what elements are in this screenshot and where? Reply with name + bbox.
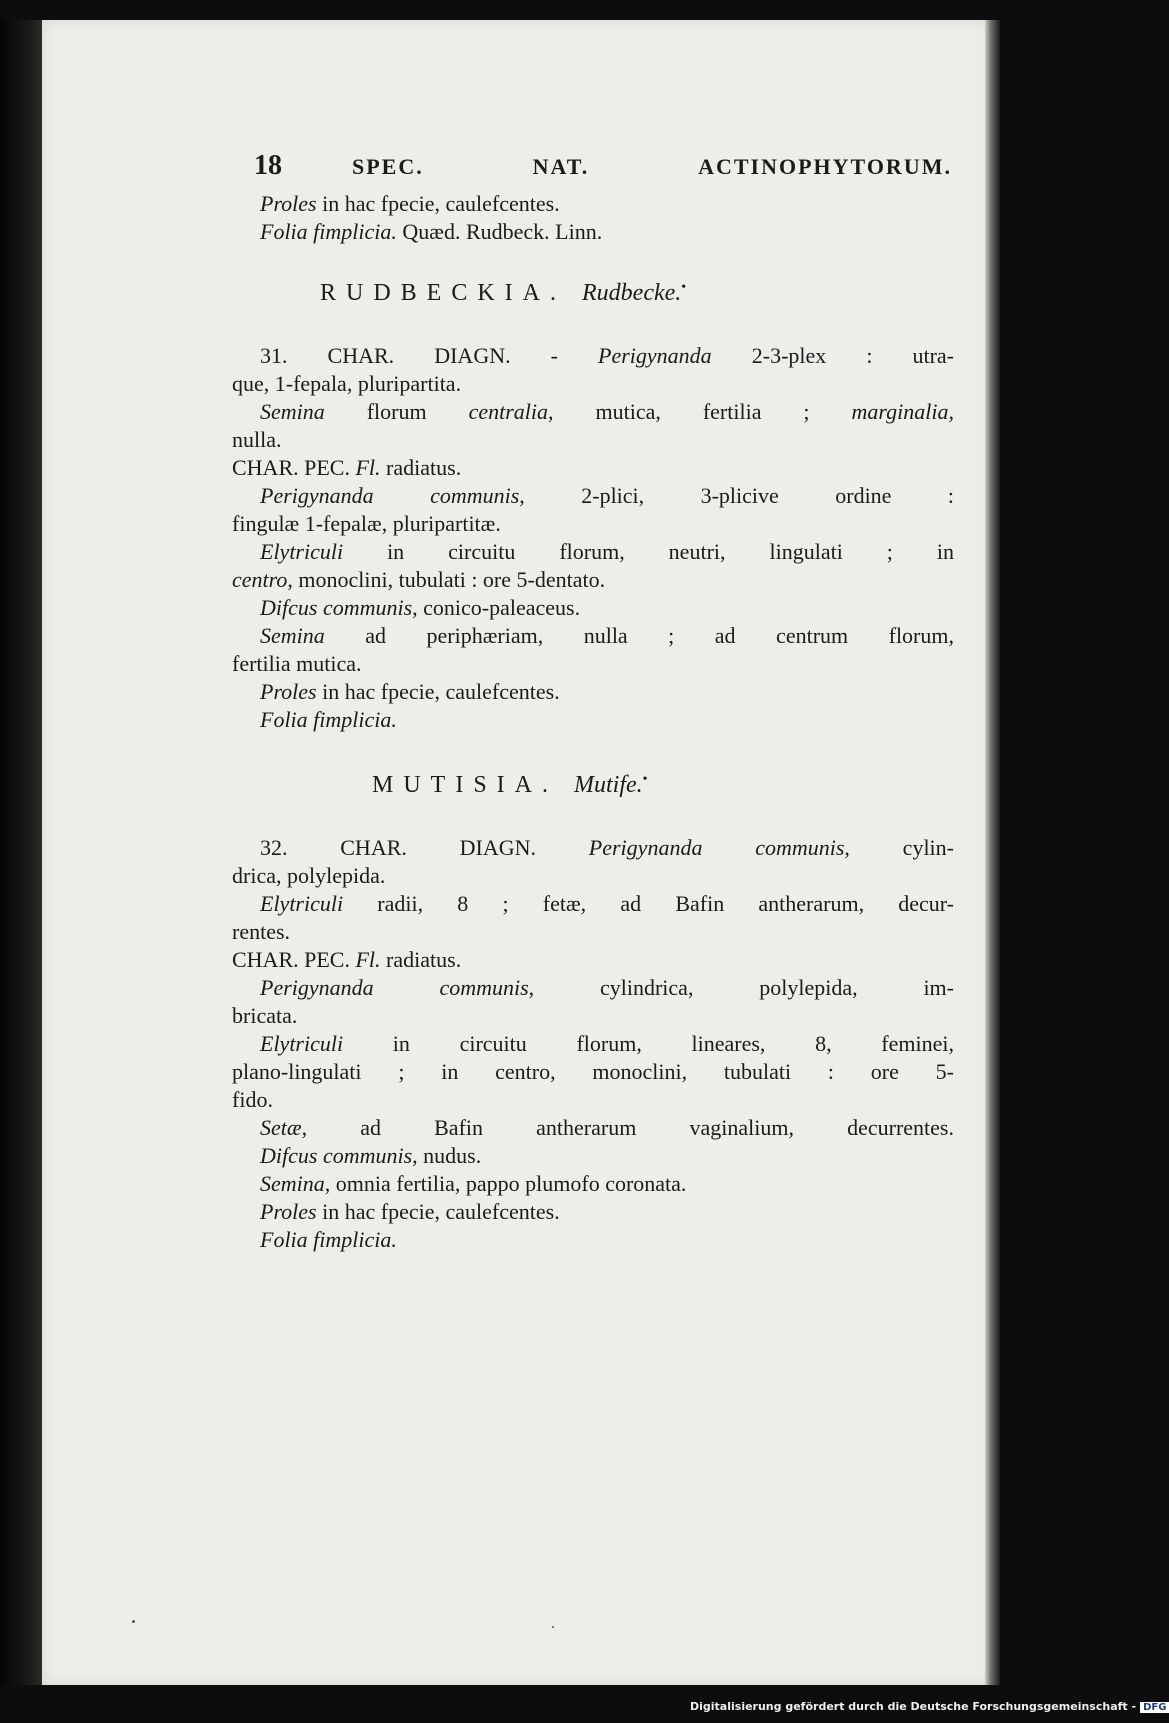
text-line: Folia fimplicia. Quæd. Rudbeck. Linn. — [260, 219, 603, 244]
text-line: CHAR. PEC. Fl. radiatus. — [232, 455, 462, 480]
text-line: drica, polylepida. — [232, 863, 386, 888]
text-line: CHAR. PEC. Fl. radiatus. — [232, 947, 462, 972]
text-line: centro, monoclini, tubulati : ore 5-dentato. — [232, 567, 606, 592]
text-line: Folia fimplicia. — [260, 707, 397, 732]
running-title-2: NAT. — [532, 154, 590, 179]
paper-speck — [552, 1626, 554, 1628]
text-line: Semina, omnia fertilia, pappo plumofo coronata. — [260, 1171, 687, 1196]
digitization-credit — [690, 1700, 1167, 1713]
text-line: 32. CHAR. DIAGN. Perigynanda communis, cylin- — [260, 835, 954, 860]
text-line: Difcus communis, nudus. — [260, 1143, 482, 1168]
text-line: Proles in hac fpecie, caulefcentes. — [260, 191, 560, 216]
text-line: que, 1-fepala, pluripartita. — [232, 371, 462, 396]
text-line: Proles in hac fpecie, caulefcentes. — [260, 1199, 560, 1224]
text-line: Perigynanda communis, cylindrica, polylepida, im- — [260, 975, 954, 1000]
genus-heading-rudbeckia: RUDBECKIA. Rudbecke.• — [320, 280, 687, 306]
text-line: Elytriculi radii, 8 ; fetæ, ad Bafin antherarum, decur- — [260, 891, 954, 916]
credit-text: Digitalisierung gefördert durch die Deutsche Forschungsgemeinschaft - — [690, 1700, 1137, 1713]
text-line: Proles in hac fpecie, caulefcentes. — [260, 679, 560, 704]
text-line: Perigynanda communis, 2-plici, 3-plicive ordine : — [260, 483, 954, 508]
text-line: plano-lingulati ; in centro, monoclini, tubulati : ore 5- — [232, 1059, 954, 1084]
genus-heading-mutisia: MUTISIA. Mutife.• — [372, 772, 648, 798]
running-title-1: SPEC. — [352, 154, 424, 179]
book-page — [42, 20, 992, 1685]
dfg-logo: DFG — [1140, 1702, 1169, 1713]
page-text — [42, 20, 992, 1685]
text-line: Setæ, ad Bafin antherarum vaginalium, decurrentes. — [260, 1115, 954, 1140]
text-line: nulla. — [232, 427, 282, 452]
text-line: Semina ad periphæriam, nulla ; ad centrum florum, — [260, 623, 954, 648]
text-line: bricata. — [232, 1003, 298, 1028]
page-edge — [985, 20, 1000, 1685]
text-line: fingulæ 1-fepalæ, pluripartitæ. — [232, 511, 501, 536]
running-title-3: ACTINOPHYTORUM. — [698, 154, 952, 179]
text-line: Folia fimplicia. — [260, 1227, 397, 1252]
text-line: Elytriculi in circuitu florum, neutri, lingulati ; in — [260, 539, 954, 564]
text-line: Semina florum centralia, mutica, fertilia ; marginalia, — [260, 399, 954, 424]
text-line: Difcus communis, conico-paleaceus. — [260, 595, 581, 620]
text-line: 31. CHAR. DIAGN. - Perigynanda 2-3-plex : utra- — [260, 343, 955, 368]
page-number: 18 — [254, 150, 282, 181]
text-line: fertilia mutica. — [232, 651, 362, 676]
text-line: Elytriculi in circuitu florum, lineares, 8, feminei, — [260, 1031, 954, 1056]
paper-speck — [132, 1620, 135, 1623]
book-spine-shadow — [0, 20, 42, 1685]
text-line: fido. — [232, 1087, 273, 1112]
running-header — [352, 154, 952, 180]
text-line: rentes. — [232, 919, 291, 944]
